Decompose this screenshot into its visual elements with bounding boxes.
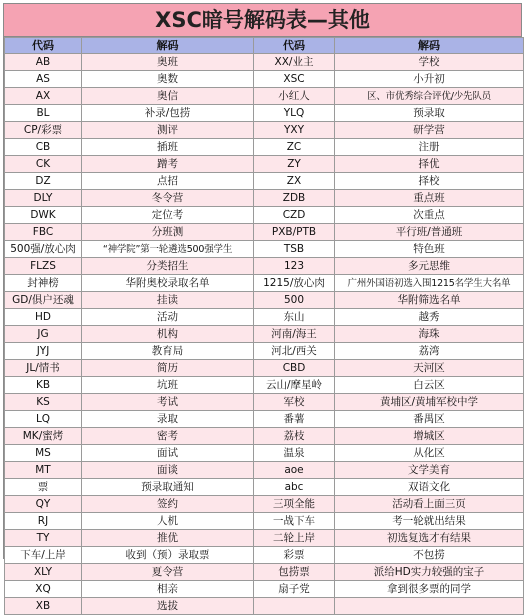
decode-cell: 奥信 xyxy=(82,88,254,105)
decode-cell: 挂读 xyxy=(82,292,254,309)
code-cell: 123 xyxy=(254,258,335,275)
code-cell: CP/彩票 xyxy=(5,122,82,139)
table-row xyxy=(5,462,524,479)
code-cell: YLQ xyxy=(254,105,335,122)
code-cell: ZX xyxy=(254,173,335,190)
code-cell: KS xyxy=(5,394,82,411)
table-row xyxy=(5,564,524,581)
code-cell: 一战下车 xyxy=(254,513,335,530)
decode-cell: 推优 xyxy=(82,530,254,547)
code-cell: CB xyxy=(5,139,82,156)
code-cell: TY xyxy=(5,530,82,547)
code-cell: RJ xyxy=(5,513,82,530)
decode-cell: 派给HD实力较强的宝子 xyxy=(335,564,524,581)
table-row xyxy=(5,122,524,139)
code-cell: 河南/海王 xyxy=(254,326,335,343)
table-row xyxy=(5,241,524,258)
table-row xyxy=(5,258,524,275)
decode-cell: 人机 xyxy=(82,513,254,530)
sheet-title: XSC暗号解码表—其他 xyxy=(4,4,521,37)
table-row xyxy=(5,88,524,105)
code-cell: ZY xyxy=(254,156,335,173)
table-row xyxy=(5,224,524,241)
decode-cell: 奥班 xyxy=(82,54,254,71)
table-row xyxy=(5,496,524,513)
decode-cell: 学校 xyxy=(335,54,524,71)
decode-cell: 坑班 xyxy=(82,377,254,394)
decode-cell: 择优 xyxy=(335,156,524,173)
decode-cell: 活动看上面三页 xyxy=(335,496,524,513)
code-cell: GD/俱户还魂 xyxy=(5,292,82,309)
code-cell: KB xyxy=(5,377,82,394)
header-decode-2: 解码 xyxy=(335,38,524,54)
table-row xyxy=(5,275,524,292)
decode-cell: 预录取通知 xyxy=(82,479,254,496)
code-cell: DLY xyxy=(5,190,82,207)
decode-sheet xyxy=(3,3,522,612)
code-cell: FBC xyxy=(5,224,82,241)
table-row xyxy=(5,292,524,309)
code-cell: 军校 xyxy=(254,394,335,411)
decode-cell: 小升初 xyxy=(335,71,524,88)
decode-cell xyxy=(335,598,524,615)
decode-cell: 机构 xyxy=(82,326,254,343)
code-cell: 1215/放心肉 xyxy=(254,275,335,292)
code-cell: 东山 xyxy=(254,309,335,326)
decode-cell: 选拔 xyxy=(82,598,254,615)
table-row xyxy=(5,428,524,445)
decode-cell: 特色班 xyxy=(335,241,524,258)
code-cell: 封神榜 xyxy=(5,275,82,292)
table-row xyxy=(5,71,524,88)
decode-cell: 广州外国语初选入围1215名学生大名单 xyxy=(335,275,524,292)
code-cell: 票 xyxy=(5,479,82,496)
table-row xyxy=(5,139,524,156)
decode-cell: 从化区 xyxy=(335,445,524,462)
code-cell: MS xyxy=(5,445,82,462)
decode-cell: 签约 xyxy=(82,496,254,513)
table-row xyxy=(5,411,524,428)
code-cell: DZ xyxy=(5,173,82,190)
table-row xyxy=(5,105,524,122)
code-cell: JYJ xyxy=(5,343,82,360)
decode-cell: 多元思维 xyxy=(335,258,524,275)
code-cell: 彩票 xyxy=(254,547,335,564)
decode-cell: 分班测 xyxy=(82,224,254,241)
code-cell: PXB/PTB xyxy=(254,224,335,241)
table-row xyxy=(5,309,524,326)
code-cell: QY xyxy=(5,496,82,513)
table-row xyxy=(5,360,524,377)
code-cell: CK xyxy=(5,156,82,173)
code-cell: AX xyxy=(5,88,82,105)
decode-cell: 面试 xyxy=(82,445,254,462)
header-decode-1: 解码 xyxy=(82,38,254,54)
code-cell: 温泉 xyxy=(254,445,335,462)
table-row xyxy=(5,190,524,207)
decode-cell: 测评 xyxy=(82,122,254,139)
decode-cell: 奥数 xyxy=(82,71,254,88)
code-cell: 荔枝 xyxy=(254,428,335,445)
decode-cell: 天河区 xyxy=(335,360,524,377)
table-row xyxy=(5,581,524,598)
code-cell: JL/情书 xyxy=(5,360,82,377)
code-cell: 河北/西关 xyxy=(254,343,335,360)
code-cell: MK/蜜烤 xyxy=(5,428,82,445)
decode-cell: 拿到很多票的同学 xyxy=(335,581,524,598)
decode-cell: 白云区 xyxy=(335,377,524,394)
code-cell: 小红人 xyxy=(254,88,335,105)
decode-cell: 考一轮就出结果 xyxy=(335,513,524,530)
code-cell: FLZS xyxy=(5,258,82,275)
code-cell: ZC xyxy=(254,139,335,156)
decode-cell: 预录取 xyxy=(335,105,524,122)
code-cell: XQ xyxy=(5,581,82,598)
table-row xyxy=(5,343,524,360)
table-row xyxy=(5,445,524,462)
decode-cell: 教育局 xyxy=(82,343,254,360)
decode-cell: 面谈 xyxy=(82,462,254,479)
code-cell xyxy=(254,598,335,615)
table-row xyxy=(5,54,524,71)
header-code-2: 代码 xyxy=(254,38,335,54)
code-cell: 番薯 xyxy=(254,411,335,428)
table-row xyxy=(5,377,524,394)
code-cell: MT xyxy=(5,462,82,479)
code-cell: CBD xyxy=(254,360,335,377)
decode-cell: 重点班 xyxy=(335,190,524,207)
decode-cell: 补录/包捞 xyxy=(82,105,254,122)
table-row xyxy=(5,479,524,496)
decode-cell: 文学美育 xyxy=(335,462,524,479)
table-row xyxy=(5,530,524,547)
table-row xyxy=(5,156,524,173)
decode-cell: 考试 xyxy=(82,394,254,411)
code-cell: ZDB xyxy=(254,190,335,207)
decode-cell: 越秀 xyxy=(335,309,524,326)
decode-cell: 荔湾 xyxy=(335,343,524,360)
code-cell: XSC xyxy=(254,71,335,88)
decode-cell: 夏令营 xyxy=(82,564,254,581)
decode-cell: 活动 xyxy=(82,309,254,326)
table-row xyxy=(5,326,524,343)
decode-cell: 简历 xyxy=(82,360,254,377)
decode-cell: 点招 xyxy=(82,173,254,190)
code-cell: 云山/摩星岭 xyxy=(254,377,335,394)
decode-cell: 双语文化 xyxy=(335,479,524,496)
code-cell: 三项全能 xyxy=(254,496,335,513)
header-row xyxy=(5,38,524,54)
code-table xyxy=(4,37,524,615)
table-row xyxy=(5,173,524,190)
table-row xyxy=(5,207,524,224)
decode-cell: 海珠 xyxy=(335,326,524,343)
code-cell: abc xyxy=(254,479,335,496)
code-cell: AS xyxy=(5,71,82,88)
code-cell: YXY xyxy=(254,122,335,139)
decode-cell: 分类招生 xyxy=(82,258,254,275)
code-cell: aoe xyxy=(254,462,335,479)
decode-cell: “神学院”第一轮遴选500强学生 xyxy=(82,241,254,258)
code-cell: 扇子党 xyxy=(254,581,335,598)
code-cell: LQ xyxy=(5,411,82,428)
code-cell: JG xyxy=(5,326,82,343)
decode-cell: 华附筛选名单 xyxy=(335,292,524,309)
decode-cell: 初选复选才有结果 xyxy=(335,530,524,547)
decode-cell: 平行班/普通班 xyxy=(335,224,524,241)
table-row xyxy=(5,513,524,530)
decode-cell: 增城区 xyxy=(335,428,524,445)
code-cell: BL xyxy=(5,105,82,122)
code-cell: HD xyxy=(5,309,82,326)
header-code-1: 代码 xyxy=(5,38,82,54)
decode-cell: 冬令营 xyxy=(82,190,254,207)
code-cell: 二轮上岸 xyxy=(254,530,335,547)
decode-cell: 插班 xyxy=(82,139,254,156)
decode-cell: 番禺区 xyxy=(335,411,524,428)
decode-cell: 注册 xyxy=(335,139,524,156)
code-cell: 500 xyxy=(254,292,335,309)
code-cell: CZD xyxy=(254,207,335,224)
decode-cell: 蹭考 xyxy=(82,156,254,173)
decode-cell: 黄埔区/黄埔军校中学 xyxy=(335,394,524,411)
decode-cell: 收到（预）录取票 xyxy=(82,547,254,564)
code-cell: DWK xyxy=(5,207,82,224)
decode-cell: 相亲 xyxy=(82,581,254,598)
code-cell: 包捞票 xyxy=(254,564,335,581)
table-row xyxy=(5,394,524,411)
decode-cell: 研学营 xyxy=(335,122,524,139)
code-cell: XB xyxy=(5,598,82,615)
decode-cell: 密考 xyxy=(82,428,254,445)
decode-cell: 不包捞 xyxy=(335,547,524,564)
decode-cell: 华附奥校录取名单 xyxy=(82,275,254,292)
table-row xyxy=(5,598,524,615)
code-cell: 下车/上岸 xyxy=(5,547,82,564)
decode-cell: 定位考 xyxy=(82,207,254,224)
code-cell: AB xyxy=(5,54,82,71)
decode-cell: 次重点 xyxy=(335,207,524,224)
decode-cell: 录取 xyxy=(82,411,254,428)
decode-cell: 择校 xyxy=(335,173,524,190)
code-cell: 500强/放心肉 xyxy=(5,241,82,258)
code-cell: TSB xyxy=(254,241,335,258)
code-cell: XLY xyxy=(5,564,82,581)
code-cell: XX/业主 xyxy=(254,54,335,71)
table-row xyxy=(5,547,524,564)
decode-cell: 区、市优秀综合评优/少先队员 xyxy=(335,88,524,105)
